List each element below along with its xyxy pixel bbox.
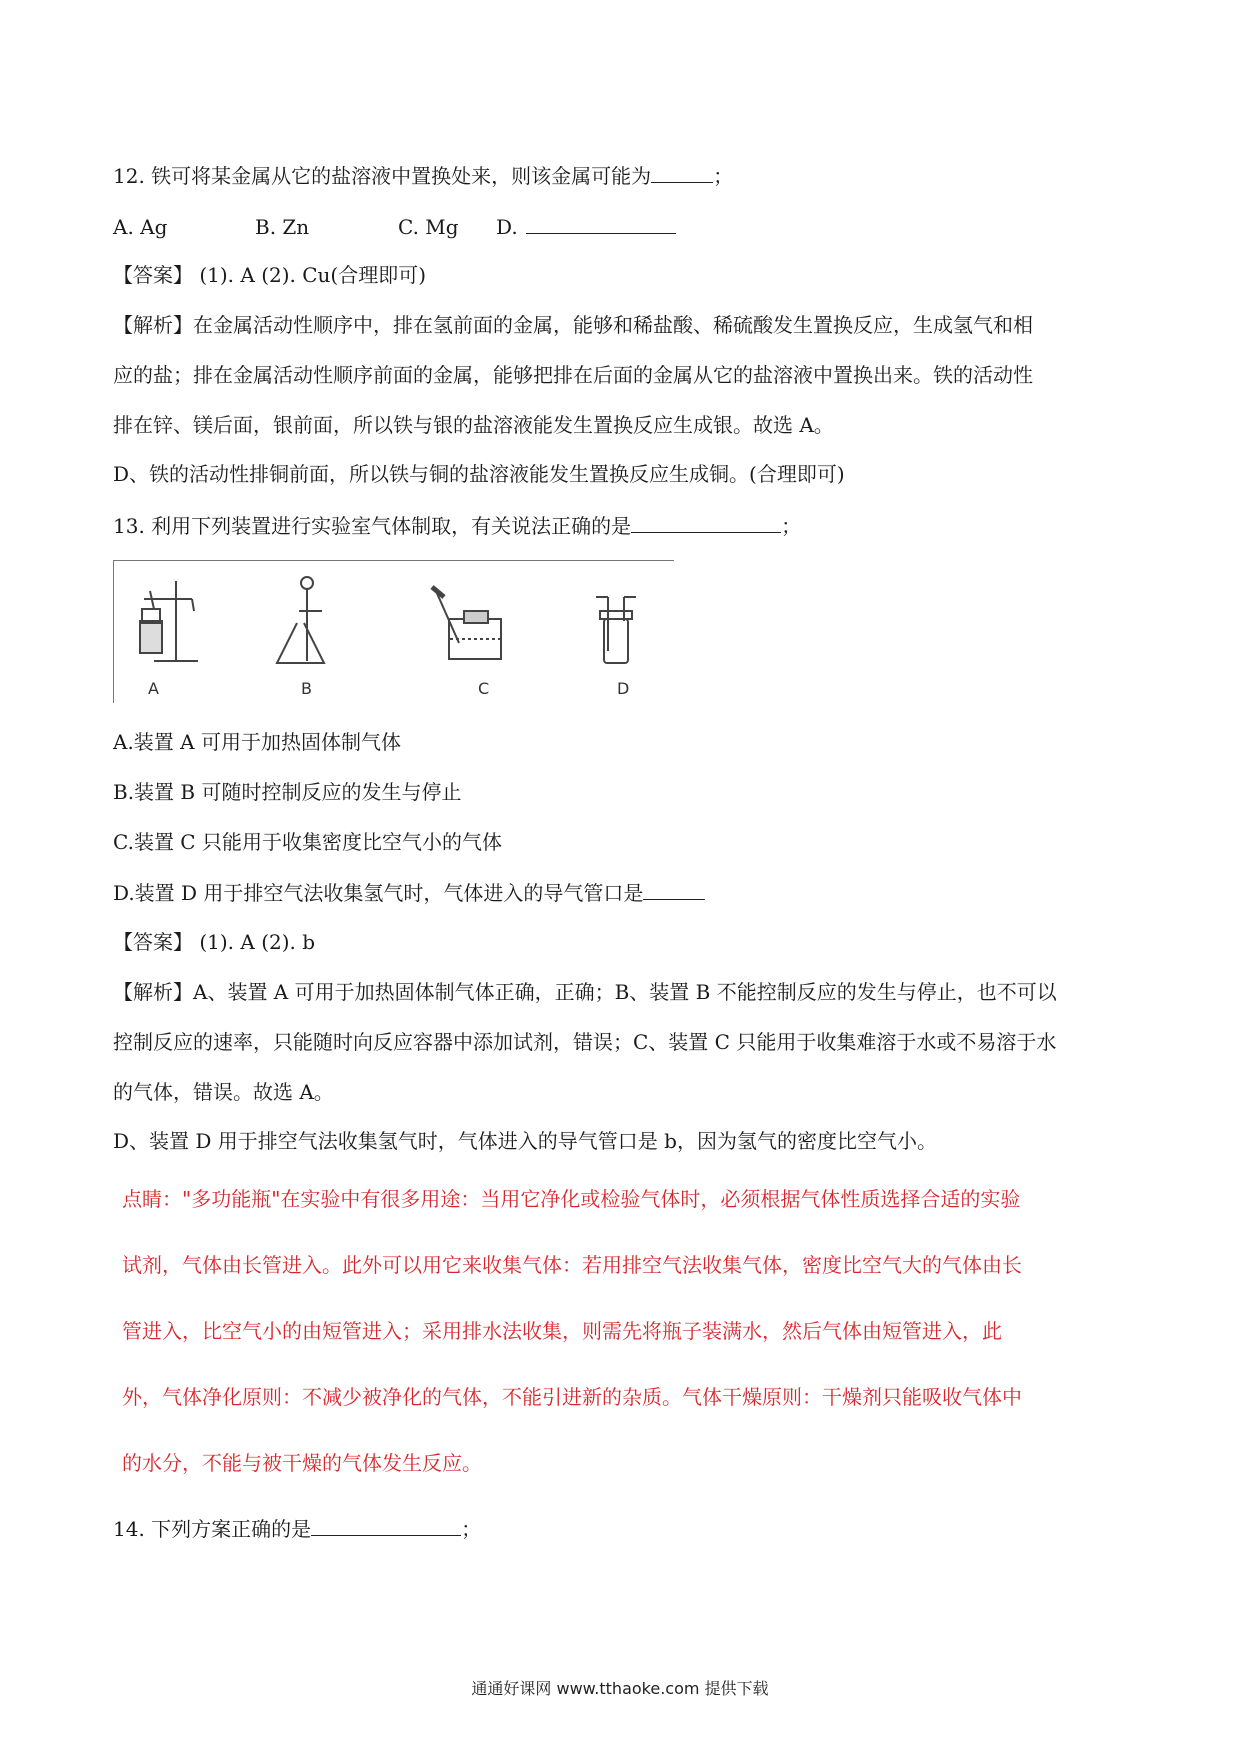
q14-blank [311, 1515, 461, 1536]
q12-stem-text: 12. 铁可将某金属从它的盐溶液中置换处来，则该金属可能为 [113, 164, 652, 188]
apparatus-drawing [114, 561, 674, 703]
q13-option-a: A.装置 A 可用于加热固体制气体 [113, 730, 401, 754]
q13-option-d [113, 879, 705, 906]
q13-option-d-blank [643, 879, 705, 900]
q13-option-d-text: D.装置 D 用于排空气法收集氢气时，气体进入的导气管口是 [113, 881, 644, 905]
q12-analysis-line: 排在锌、镁后面，银前面，所以铁与银的盐溶液能发生置换反应生成银。故选 A。 [113, 413, 834, 437]
q13-analysis-line: 【解析】A、装置 A 可用于加热固体制气体正确，正确；B、装置 B 不能控制反应的发生与停止，也不可以 [113, 980, 1057, 1004]
q12-option-c: C. Mg [398, 215, 459, 239]
q13-stem [113, 512, 801, 539]
apparatus-a-icon [140, 581, 198, 661]
q12-stem-end: ； [713, 164, 734, 188]
q13-stem-text: 13. 利用下列装置进行实验室气体制取，有关说法正确的是 [113, 514, 632, 538]
q13-note-line: 试剂，气体由长管进入。此外可以用它来收集气体：若用排空气法收集气体，密度比空气大的气体由长 [122, 1253, 1022, 1277]
q13-note-line: 管进入，比空气小的由短管进入；采用排水法收集，则需先将瓶子装满水，然后气体由短管进入，此 [122, 1319, 1002, 1343]
apparatus-b-icon [277, 577, 324, 663]
q12-option-d: D. [496, 215, 518, 239]
figure-label-d: D [617, 679, 630, 698]
page-footer: 通通好课网 www.tthaoke.com 提供下载 [471, 1679, 769, 1698]
q13-analysis-line: D、装置 D 用于排空气法收集氢气时，气体进入的导气管口是 b，因为氢气的密度比空气小。 [113, 1129, 937, 1153]
q12-blank [651, 162, 713, 183]
q12-options [113, 213, 676, 240]
q14-stem-text: 14. 下列方案正确的是 [113, 1517, 312, 1541]
q12-option-a: A. Ag [113, 215, 168, 239]
q13-option-c: C.装置 C 只能用于收集密度比空气小的气体 [113, 830, 502, 854]
figure-label-c: C [478, 679, 490, 698]
q12-analysis-line: 【解析】在金属活动性顺序中，排在氢前面的金属，能够和稀盐酸、稀硫酸发生置换反应，生成氢气和相 [113, 313, 1033, 337]
q13-note-line: 的水分，不能与被干燥的气体发生反应。 [122, 1451, 482, 1475]
q12-option-b: B. Zn [255, 215, 310, 239]
q13-stem-end: ； [781, 514, 802, 538]
q12-stem [113, 162, 733, 189]
q13-analysis-line: 控制反应的速率，只能随时向反应容器中添加试剂，错误；C、装置 C 只能用于收集难溶于水或不易溶于水 [113, 1030, 1057, 1054]
figure-label-a: A [148, 679, 159, 698]
apparatus-c-icon [432, 587, 501, 659]
q14-stem-end: ； [461, 1517, 482, 1541]
figure-label-b: B [301, 679, 312, 698]
q13-answer: 【答案】 (1). A (2). b [113, 930, 316, 954]
q12-analysis-line: D、铁的活动性排铜前面，所以铁与铜的盐溶液能发生置换反应生成铜。(合理即可) [113, 462, 845, 486]
q12-option-d-blank [526, 213, 676, 234]
q13-analysis-line: 的气体，错误。故选 A。 [113, 1080, 334, 1104]
q13-blank [631, 512, 781, 533]
q13-option-b: B.装置 B 可随时控制反应的发生与停止 [113, 780, 462, 804]
q13-note-line: 点睛："多功能瓶"在实验中有很多用途：当用它净化或检验气体时，必须根据气体性质选择合适的实验 [122, 1187, 1021, 1211]
q12-analysis-line: 应的盐；排在金属活动性顺序前面的金属，能够把排在后面的金属从它的盐溶液中置换出来。铁的活动性 [113, 363, 1033, 387]
q14-stem [113, 1515, 481, 1542]
q13-note-line: 外，气体净化原则：不减少被净化的气体，不能引进新的杂质。气体干燥原则：干燥剂只能吸收气体中 [122, 1385, 1022, 1409]
apparatus-d-icon [596, 597, 636, 663]
q12-answer: 【答案】 (1). A (2). Cu(合理即可) [113, 263, 427, 287]
apparatus-figure [113, 560, 674, 703]
